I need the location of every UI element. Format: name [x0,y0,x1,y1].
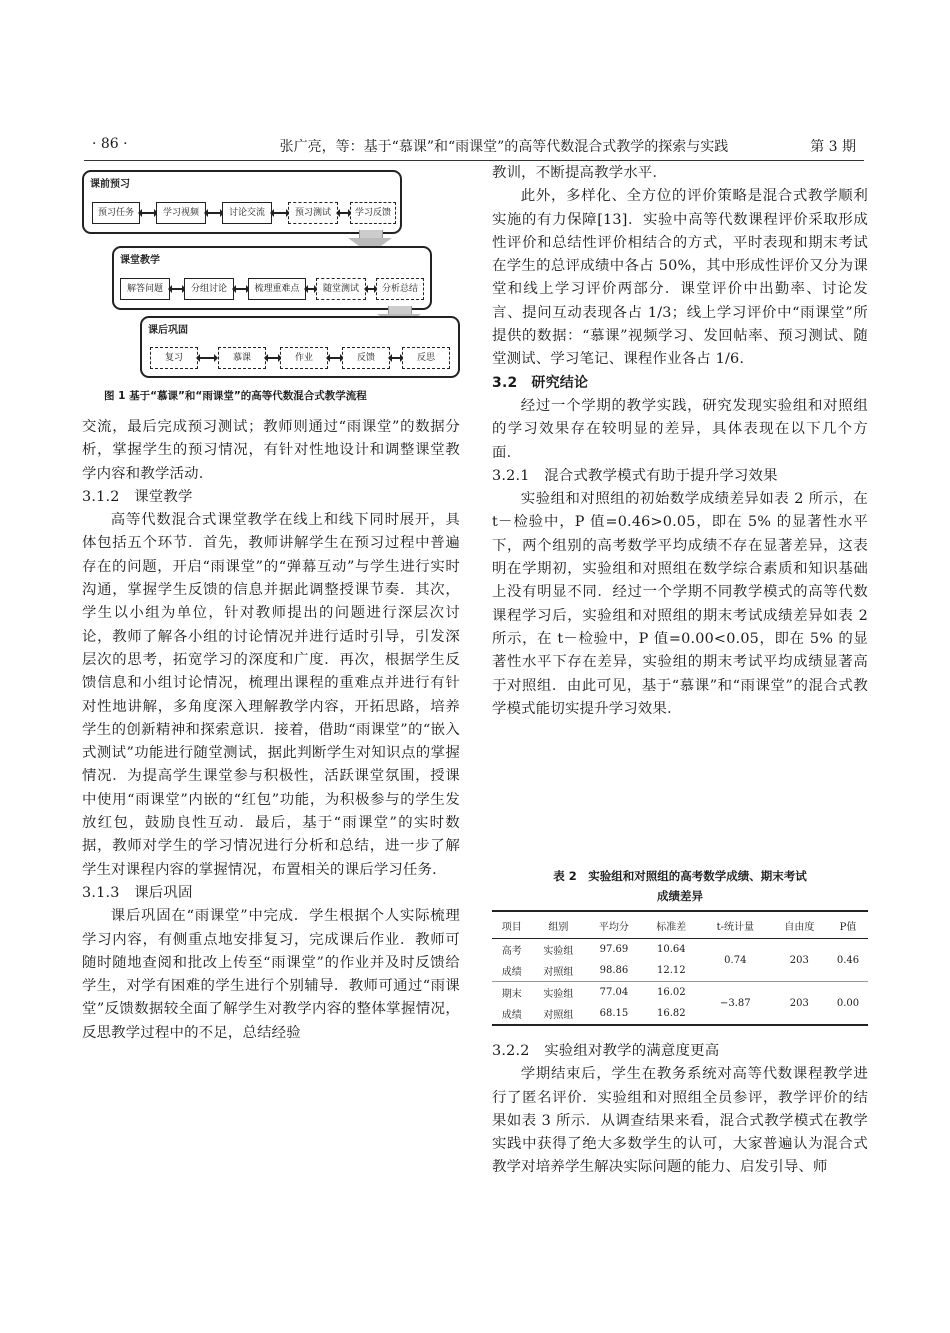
stage-after-class [140,316,460,378]
issue-number: 第 3 期 [810,139,856,155]
table-cell: 77.04 [585,982,642,1004]
left-column [82,416,460,1045]
section-heading-3-1-2: 3.1.2 课堂教学 [82,488,193,505]
arrow-connector [236,288,246,290]
table-cell: 0.46 [836,954,860,966]
paragraph: 此外，多样化、全方位的评价策略是混合式教学顺利实施的有力保障[13]．实验中高等代数课程评价采取形成性评价和总结性评价相结合的方式，平时表现和期末考试在学生的总评成绩中各占 50%，其中形成性评价又分为课堂和线上学习评价两部分．课堂评价中出勤率、讨论发言、提问互动表现各占 1/3；线上学习评价中“雨课堂”所提供的数据：“慕课”视频学习、发回帖率、预习测试、随堂测试、学习笔记、课程作业各占 1/6. [492,188,868,368]
step-box: 解答问题 [120,278,170,300]
stage-title: 课前预习 [90,179,130,190]
table-2-caption [492,866,868,906]
table-cell: 203 [789,954,809,966]
stage-pre-class [82,170,402,234]
right-column-top [492,162,868,721]
table-caption-line: 成绩差异 [657,889,703,903]
section-heading-3-2 [492,372,868,395]
table-cell: 实验组 [543,946,574,957]
arrow-connector [172,288,182,290]
step-box: 复习 [150,347,198,369]
paragraph: 学期结束后，学生在教务系统对高等代数课程教学进行了匿名评价．实验组和对照组全员参评，教学评价的结果如表 3 所示．从调查结果来看，混合式教学模式在教学实践中获得了绝大多数学生的认可，大家普遍认为混合式教学对培养学生解决实际问题的能力、启发引导、师 [492,1066,868,1176]
right-column-bottom [492,1040,868,1180]
table-cell: 实验组 [531,982,585,1004]
step-box: 反馈 [342,347,390,369]
stage-in-class [112,246,432,310]
step-box: 学习反馈 [350,202,396,224]
table-cell: 16.02 [643,982,700,1004]
running-header [84,134,864,161]
step-box: 作业 [280,347,328,369]
figure-1-flowchart [82,168,460,408]
table-cell: 97.69 [599,944,629,955]
step-box: 分析总结 [376,278,424,300]
arrow-connector [268,357,278,359]
column-header: 标准差 [643,911,700,939]
paragraph: 实验组和对照组的初始数学成绩差异如表 2 所示，在 t－检验中，P 值=0.46>0.05，即在 5% 的显著性水平下，两个组别的高考数学平均成绩不存在显著差异，这表明在学期初，实验组和对照组在数学综合素质和知识基础上没有明显不同．经过一个学期不同教学模式的高等代数课程学习后，实验组和对照组的期末考试成绩差异如表 2 所示，在 t－检验中，P 值=0.00<0.05，即在 5% 的显著性水平下存在差异，实验组的期末考试平均成绩显著高于对照组．由此可见，基于“慕课”和“雨课堂”的混合式教学模式能切实提升学习效果． [492,491,868,717]
table-cell: 12.12 [656,965,686,976]
page-number: · 86 · [92,136,128,152]
table-caption-line: 表 2 实验组和对照组的高考数学成绩、期末考试 [553,869,807,883]
table-row [492,982,868,1004]
paragraph: 经过一个学期的教学实践，研究发现实验组和对照组的学习效果存在较明显的差异，具体表现在以下几个方面． [492,397,868,461]
table-cell: 98.86 [599,965,629,976]
arrow-connector [368,288,374,290]
step-box: 预习测试 [288,202,338,224]
step-box: 反思 [402,347,450,369]
table-cell: 68.15 [585,1003,642,1025]
table-cell: 成绩 [492,1003,531,1025]
step-box: 预习任务 [92,202,140,224]
paragraph: 课后巩固在“雨课堂”中完成．学生根据个人实际梳理学习内容，有侧重点地安排复习，完成课后作业．教师可随时随地查阅和批改上传至“雨课堂”的作业并及时反馈给学生，对学有困难的学生进行个别辅导．教师可通过“雨课堂”反馈数据较全面了解学生对教学内容的整体掌握情况，反思教学过程中的不足，总结经验 [82,908,460,1041]
step-box: 学习视频 [156,202,206,224]
arrow-connector [330,357,340,359]
table-2 [492,910,868,1026]
column-header: t-统计量 [700,911,771,939]
table-cell: 高考 [501,946,522,957]
stage-title: 课后巩固 [148,325,188,336]
column-header: 平均分 [585,911,642,939]
column-header: 组别 [531,911,585,939]
table-header-row [492,911,868,939]
step-box: 分组讨论 [184,278,234,300]
arrow-connector [340,212,348,214]
arrow-connector [392,357,400,359]
table-cell: 10.64 [656,944,686,955]
table-cell: 0.00 [828,982,868,1026]
table-cell: 成绩 [501,967,522,978]
table-cell: 对照组 [543,967,574,978]
section-heading-3-2-1: 3.2.1 混合式教学模式有助于提升学习效果 [492,467,778,484]
column-header: 自由度 [771,911,828,939]
paragraph: 高等代数混合式课堂教学在线上和线下同时展开，具体包括五个环节．首先，教师讲解学生在预习过程中普遍存在的问题，开启“雨课堂”的“弹幕互动”与学生进行实时沟通，掌握学生反馈的信息并据此调整授课节奏．其次，学生以小组为单位，针对教师提出的问题进行深层次讨论，教师了解各小组的讨论情况并进行适时引导，引发深层次的思考，拓宽学习的深度和广度．再次，根据学生反馈信息和小组讨论情况，梳理出课程的重难点并进行有针对性地讲解，多角度深入理解教学内容，开拓思路，培养学生的创新精神和探索意识．接着，借助“雨课堂”的“嵌入式测试”功能进行随堂测试，据此判断学生对知识点的掌握情况．为提高学生课堂参与积极性，活跃课堂氛围，授课中使用“雨课堂”内嵌的“红包”功能，为积极参与的学生发放红包，鼓励良性互动．最后，基于“雨课堂”的实时数据，教师对学生的学习情况进行分析和总结，进一步了解学生对课程内容的掌握情况，布置相关的课后学习任务． [82,512,460,878]
step-box: 随堂测试 [316,278,366,300]
step-box: 梳理重难点 [248,278,306,300]
section-heading-3-1-3: 3.1.3 课后巩固 [82,884,193,901]
section-heading-3-2-2: 3.2.2 实验组对教学的满意度更高 [492,1043,720,1059]
arrow-connector [208,212,220,214]
step-box: 慕课 [218,347,266,369]
arrow-connector [308,288,314,290]
table-cell: 203 [771,982,828,1026]
step-box: 讨论交流 [222,202,272,224]
arrow-connector [142,212,154,214]
table-cell: 期末 [492,982,531,1004]
running-title: 张广亮，等：基于“慕课”和“雨课堂”的高等代数混合式教学的探索与实践 [279,139,729,155]
column-header: 项目 [492,911,531,939]
stage-title: 课堂教学 [120,255,160,266]
column-header: P值 [828,911,868,939]
arrow-connector [274,212,286,214]
table-cell: −3.87 [700,982,771,1026]
table-cell: 0.74 [724,954,747,966]
section-number: 3.2 [492,374,518,391]
paragraph: 教训，不断提高教学水平． [492,165,668,181]
section-title: 研究结论 [531,374,589,391]
table-row [492,939,868,961]
arrow-connector [200,357,214,359]
table-cell: 对照组 [531,1003,585,1025]
paragraph: 交流，最后完成预习测试；教师则通过“雨课堂”的数据分析，掌握学生的预习情况，有针对性地设计和调整课堂教学内容和教学活动． [82,419,460,482]
table-cell: 16.82 [643,1003,700,1025]
figure-caption: 图 1 基于“慕课”和“雨课堂”的高等代数混合式教学流程 [104,390,367,402]
